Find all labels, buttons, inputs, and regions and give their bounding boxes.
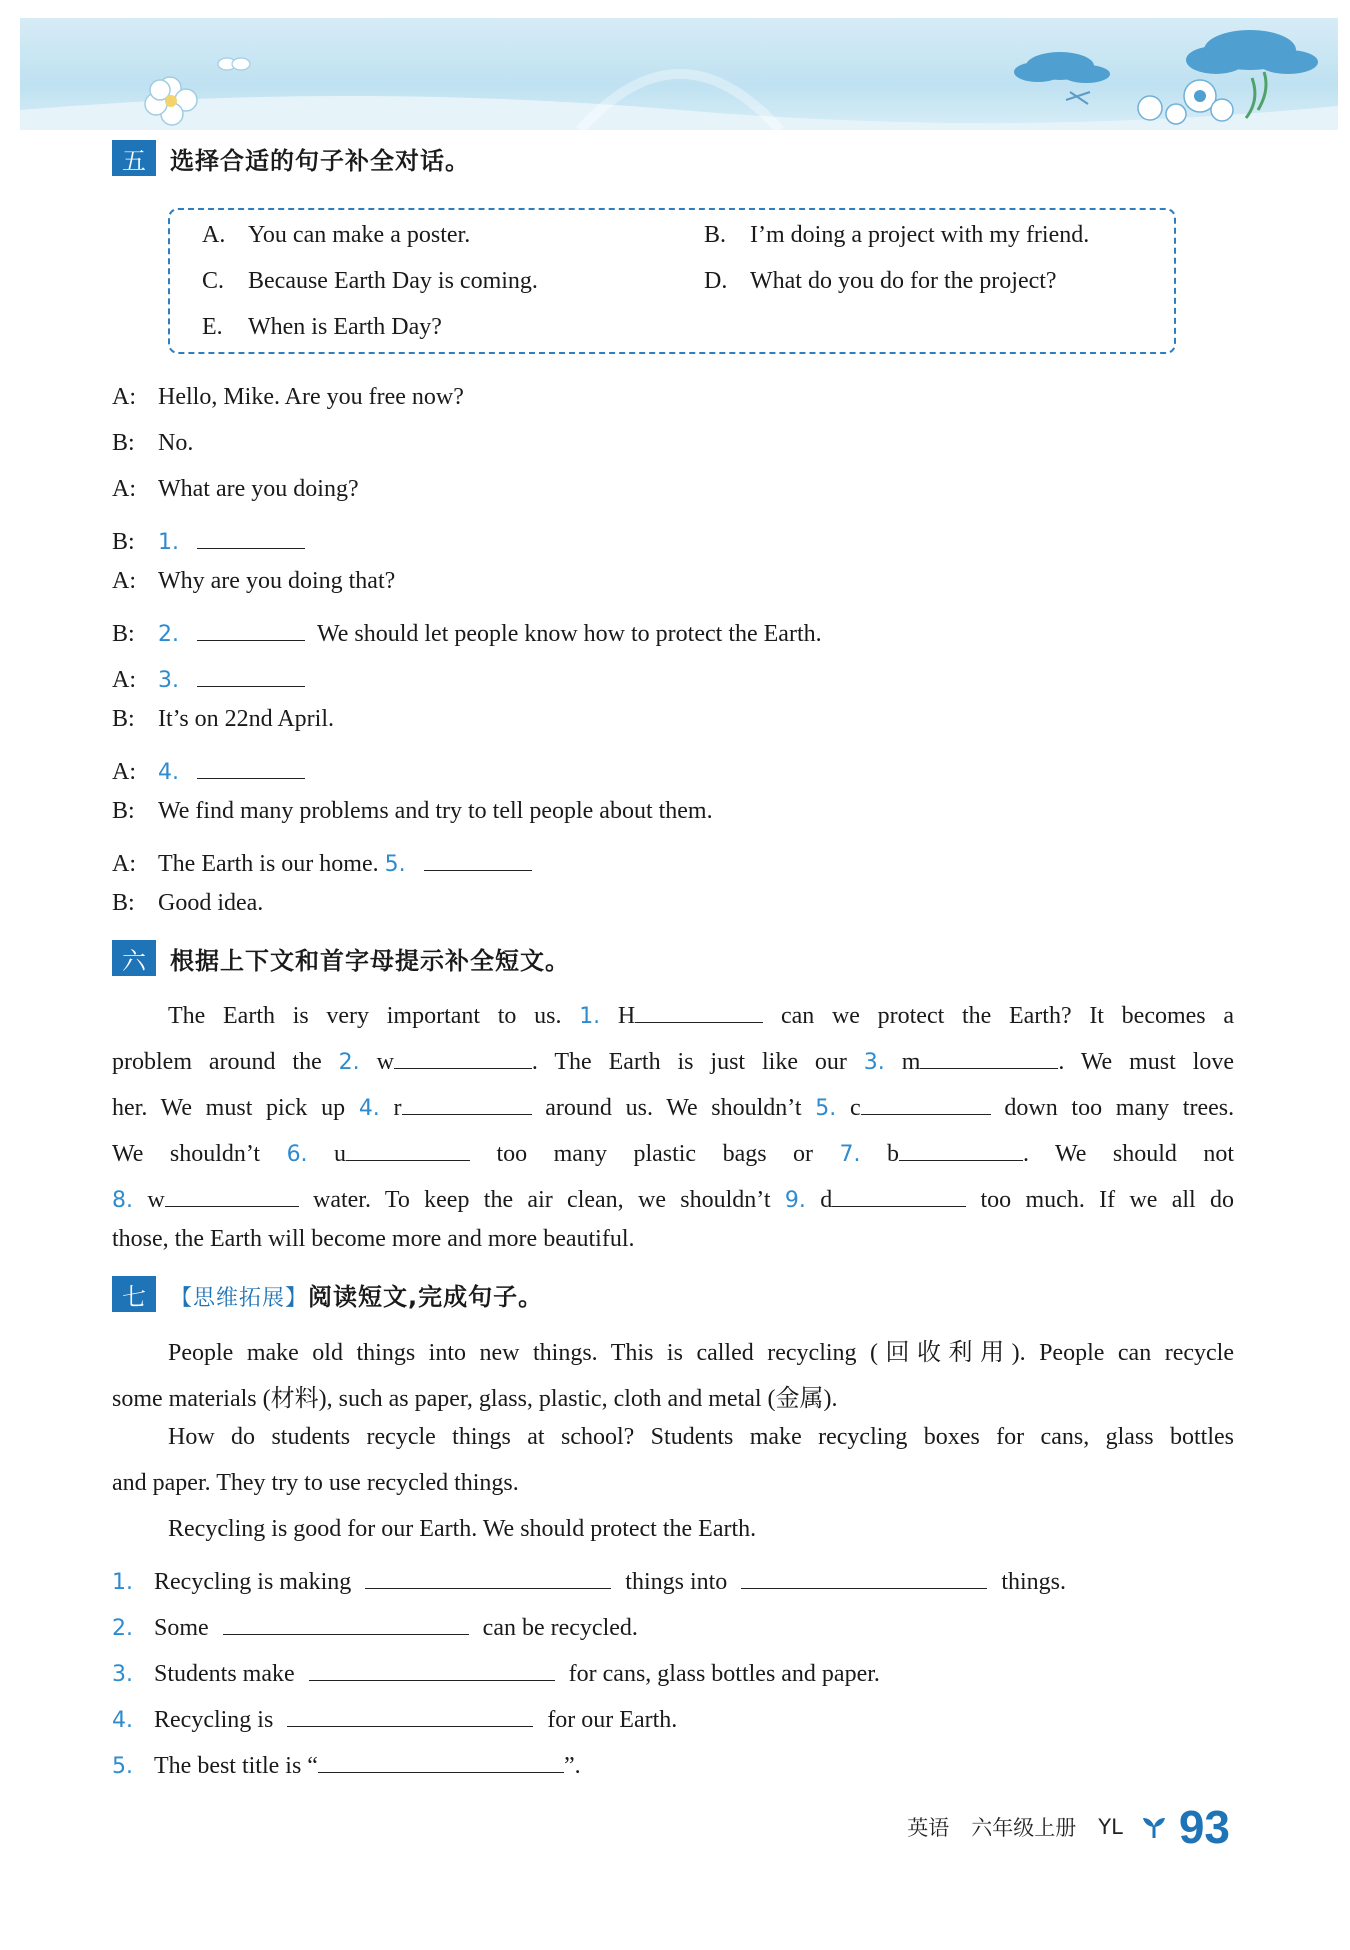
passage-text: too	[496, 1141, 528, 1167]
question-text: for cans, glass bottles and paper.	[568, 1661, 880, 1687]
dialogue-text: What are you doing?	[158, 476, 359, 502]
option-letter: D.	[704, 268, 728, 294]
dialogue-line	[112, 890, 263, 917]
answer-blank-4[interactable]	[197, 752, 305, 779]
option-c	[202, 268, 538, 295]
hint-letter: u	[334, 1141, 347, 1167]
reading-paragraph-1a: People make old things into new things. This is called recycling (回收利用). People can recycle	[168, 1340, 1234, 1366]
hint-letter: w	[376, 1049, 394, 1075]
option-text: When is Earth Day?	[248, 314, 442, 340]
option-d	[704, 268, 1057, 295]
question-number: 3.	[863, 1050, 885, 1075]
page-number: 93	[1178, 1801, 1230, 1853]
passage-text: problem around the	[112, 1049, 322, 1075]
cloze-line-5	[112, 1180, 1234, 1214]
dialogue-line	[112, 430, 193, 457]
passage-text: We	[112, 1141, 144, 1167]
question-number: 3.	[112, 1662, 133, 1687]
question-number: 5.	[815, 1096, 837, 1121]
dragonfly-icon	[1066, 92, 1090, 104]
question-number: 2.	[158, 622, 179, 647]
question-number: 7.	[839, 1142, 861, 1167]
option-letter: B.	[704, 222, 727, 248]
answer-blank[interactable]	[287, 1700, 533, 1727]
speaker: B:	[112, 706, 135, 732]
flower-cluster-icon	[1138, 80, 1233, 124]
vine-icon	[1246, 72, 1266, 118]
dialogue-line	[112, 614, 822, 648]
footer-subject: 英语	[907, 1816, 950, 1840]
cloze-line-2	[112, 1042, 1234, 1076]
option-b	[704, 222, 1089, 249]
section-title: 根据上下文和首字母提示补全短文。	[170, 946, 570, 975]
answer-blank-2[interactable]	[197, 614, 305, 641]
speaker: A:	[112, 476, 136, 502]
cloze-blank-7[interactable]	[887, 1141, 1029, 1167]
completion-question-2	[112, 1608, 638, 1642]
hint-letter: b	[886, 1141, 899, 1167]
passage-text: her. We must pick up	[112, 1095, 346, 1121]
dialogue-text: Hello, Mike. Are you free now?	[158, 384, 464, 410]
section-number: 六	[112, 940, 156, 976]
question-text: Some	[154, 1615, 209, 1641]
blank-line[interactable]	[402, 1088, 532, 1115]
dialogue-text: No.	[158, 430, 194, 456]
section-title-text: 阅读短文,完成句子。	[308, 1282, 544, 1311]
speaker: B:	[112, 529, 135, 555]
passage-text: too much. If we all do	[980, 1187, 1235, 1213]
option-letter: C.	[202, 268, 225, 294]
question-number: 4.	[158, 760, 179, 785]
passage-text: not	[1203, 1141, 1235, 1167]
passage-text: The Earth is very important to us.	[168, 1003, 562, 1029]
option-text: I’m doing a project with my friend.	[750, 222, 1090, 248]
reading-paragraph-2b: and paper. They try to use recycled things.	[112, 1470, 519, 1496]
dialogue-text: It’s on 22nd April.	[158, 706, 335, 732]
passage-text: . We must love	[1058, 1049, 1235, 1075]
cloze-blank-3[interactable]	[902, 1049, 1234, 1075]
hint-letter: m	[901, 1049, 921, 1075]
question-text: things.	[1001, 1569, 1066, 1595]
footer-edition: YL	[1098, 1815, 1123, 1839]
speaker: B:	[112, 890, 135, 916]
cloze-line-3	[112, 1088, 1234, 1122]
section-tag: 【思维拓展】	[170, 1285, 309, 1311]
answer-blank[interactable]	[318, 1746, 564, 1773]
cloze-blank-9[interactable]	[820, 1187, 966, 1213]
dialogue-line	[112, 660, 305, 694]
page-footer	[885, 1800, 1230, 1854]
question-number: 9.	[784, 1188, 806, 1213]
question-number: 1.	[112, 1570, 133, 1595]
dialogue-line	[112, 752, 305, 786]
reading-paragraph-3: Recycling is good for our Earth. We should protect the Earth.	[168, 1516, 757, 1542]
passage-text: many	[553, 1141, 607, 1167]
answer-blank[interactable]	[365, 1562, 611, 1589]
sprout-icon	[1141, 1814, 1167, 1840]
question-number: 1.	[579, 1004, 601, 1029]
dialogue-line	[112, 798, 713, 825]
passage-text: .	[1022, 1141, 1029, 1167]
blank-line[interactable]	[920, 1042, 1058, 1069]
hint-letter: w	[147, 1187, 165, 1213]
speaker: A:	[112, 384, 136, 410]
completion-question-5	[112, 1746, 581, 1780]
question-number: 1.	[158, 530, 179, 555]
speaker: A:	[112, 667, 136, 693]
question-text: The best title is “	[154, 1753, 318, 1779]
speaker: B:	[112, 798, 135, 824]
cloze-line-1	[168, 996, 1234, 1030]
completion-question-4	[112, 1700, 677, 1734]
question-text: things into	[625, 1569, 728, 1595]
passage-text: plastic	[633, 1141, 697, 1167]
question-number: 6.	[286, 1142, 308, 1167]
cloze-blank-8[interactable]	[147, 1187, 298, 1213]
passage-text: We	[1055, 1141, 1087, 1167]
footer-grade: 六年级上册	[971, 1816, 1077, 1840]
passage-text: bags	[722, 1141, 767, 1167]
question-text: can be recycled.	[482, 1615, 638, 1641]
question-number: 3.	[158, 668, 179, 693]
blank-line[interactable]	[346, 1134, 470, 1161]
blank-line[interactable]	[165, 1180, 299, 1207]
dialogue-line	[112, 384, 464, 411]
dialogue-text: Good idea.	[158, 890, 264, 916]
blank-line[interactable]	[899, 1134, 1023, 1161]
option-letter: A.	[202, 222, 226, 248]
question-text: Students make	[154, 1661, 295, 1687]
section-5-header	[112, 140, 470, 176]
passage-text: shouldn’t	[169, 1141, 261, 1167]
speaker: B:	[112, 430, 135, 456]
answer-blank-3[interactable]	[197, 660, 305, 687]
hint-letter: r	[393, 1095, 402, 1121]
dialogue-text: Why are you doing that?	[158, 568, 396, 594]
passage-text: down too many trees.	[1004, 1095, 1235, 1121]
section-title	[170, 1277, 543, 1312]
blank-line[interactable]	[394, 1042, 532, 1069]
question-number: 8.	[112, 1188, 133, 1213]
speaker: A:	[112, 851, 136, 877]
reading-paragraph-2a: How do students recycle things at school? Students make recycling boxes for cans, glass bottles	[168, 1424, 1234, 1450]
option-text: What do you do for the project?	[750, 268, 1057, 294]
passage-text: or	[793, 1141, 814, 1167]
passage-text: around us. We shouldn’t	[545, 1095, 802, 1121]
speaker: B:	[112, 621, 135, 647]
header-banner	[20, 18, 1338, 130]
completion-question-3	[112, 1654, 880, 1688]
cloze-blank-5[interactable]	[850, 1095, 991, 1121]
dialogue-text: We find many problems and try to tell people about them.	[158, 798, 713, 824]
question-number: 5.	[384, 852, 406, 877]
answer-blank[interactable]	[741, 1562, 987, 1589]
cloze-line-6: those, the Earth will become more and more beautiful.	[112, 1226, 635, 1252]
dialogue-line	[112, 476, 359, 503]
question-number: 5.	[112, 1754, 133, 1779]
passage-text: water. To keep the air clean, we shouldn’t	[313, 1187, 771, 1213]
butterfly-icon	[218, 58, 250, 70]
cloze-line-4	[112, 1134, 1234, 1168]
answer-blank[interactable]	[309, 1654, 555, 1681]
blank-line[interactable]	[832, 1180, 966, 1207]
section-7-header	[112, 1276, 543, 1312]
question-number: 2.	[338, 1050, 360, 1075]
dialogue-line	[112, 706, 334, 733]
passage-text: . The Earth is just like our	[531, 1049, 847, 1075]
question-text: Recycling is making	[154, 1569, 352, 1595]
option-letter: E.	[202, 314, 223, 340]
dialogue-line	[112, 522, 305, 556]
passage-text: can we protect the Earth? It becomes a	[780, 1003, 1234, 1029]
hint-letter: H	[617, 1003, 636, 1029]
passage-text: should	[1112, 1141, 1177, 1167]
question-text: ”.	[563, 1753, 581, 1779]
option-a	[202, 222, 470, 249]
dialogue-text: The Earth is our home.	[158, 851, 379, 877]
cloze-blank-4[interactable]	[394, 1095, 532, 1121]
cloze-blank-6[interactable]	[334, 1141, 470, 1167]
completion-question-1	[112, 1562, 1066, 1596]
answer-blank[interactable]	[223, 1608, 469, 1635]
section-6-header	[112, 940, 570, 976]
speaker: A:	[112, 759, 136, 785]
answer-blank-1[interactable]	[197, 522, 305, 549]
question-text: Recycling is	[154, 1707, 274, 1733]
cloze-blank-1[interactable]	[618, 1003, 763, 1029]
option-text: You can make a poster.	[248, 222, 471, 248]
blank-line[interactable]	[861, 1088, 991, 1115]
dialogue-text: We should let people know how to protect the Earth.	[317, 621, 822, 647]
question-number: 4.	[358, 1096, 380, 1121]
hint-letter: c	[849, 1095, 861, 1121]
option-e	[202, 314, 442, 341]
question-number: 2.	[112, 1616, 133, 1641]
section-number: 七	[112, 1276, 156, 1312]
dialogue-line	[112, 568, 395, 595]
option-text: Because Earth Day is coming.	[248, 268, 538, 294]
speaker: A:	[112, 568, 136, 594]
hint-letter: d	[820, 1187, 833, 1213]
question-text: for our Earth.	[547, 1707, 678, 1733]
question-number: 4.	[112, 1708, 133, 1733]
cloud-icon	[1014, 30, 1318, 83]
reading-paragraph-1b: some materials (材料), such as paper, glass, plastic, cloth and metal (金属).	[112, 1386, 838, 1412]
section-number: 五	[112, 140, 156, 176]
section-title: 选择合适的句子补全对话。	[170, 146, 470, 175]
banner-decoration	[20, 18, 1338, 130]
answer-blank-5[interactable]	[424, 844, 532, 871]
cloze-blank-2[interactable]	[377, 1049, 847, 1075]
dialogue-line	[112, 844, 532, 878]
blank-line[interactable]	[635, 996, 763, 1023]
